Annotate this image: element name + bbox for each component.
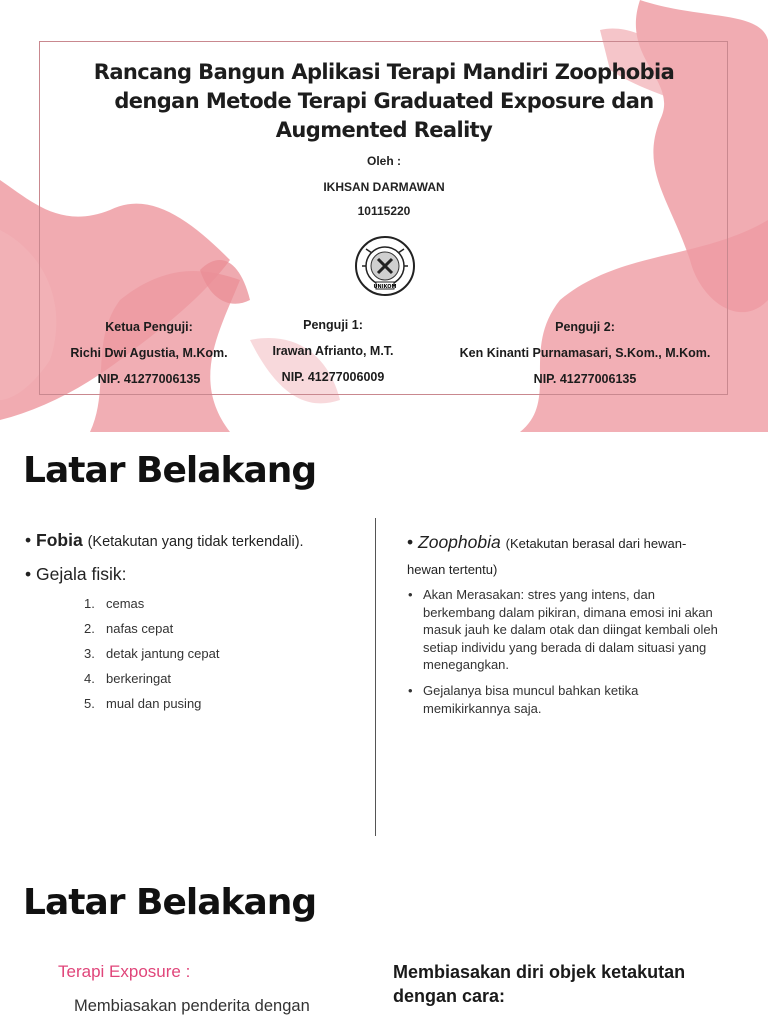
zoophobia-desc-1: (Ketakutan berasal dari hewan- [505,536,687,551]
title-slide [0,0,768,432]
list-item: 2. nafas cepat [84,621,174,636]
fobia-desc: (Ketakutan yang tidak terkendali). [87,534,304,550]
method-title: Membiasakan diri objek ketakutan dengan cara: [393,962,686,1006]
examiner-name: Irawan Afrianto, M.T. [272,344,394,358]
examiner-nip: NIP. 41277006135 [533,372,637,386]
university-logo [354,235,416,297]
bullet-dot: • [407,532,414,552]
examiner-name: Ken Kinanti Purnamasari, S.Kom., M.Kom. [459,346,711,360]
examiner-name: Richi Dwi Agustia, M.Kom. [70,346,228,360]
therapy-title: Terapi Exposure : [58,962,191,981]
bullet-dot: • [25,530,32,550]
zoophobia-desc-2: hewan tertentu) [407,562,498,577]
bullet-dot: • [25,564,32,584]
examiner-chair [54,314,244,392]
symptoms-bullet [25,564,126,585]
examiner-role: Penguji 2: [555,320,615,334]
symptoms-label: Gejala fisik: [36,564,127,584]
therapy-text: Membiasakan penderita dengan [74,997,310,1015]
slide-title: Rancang Bangun Aplikasi Terapi Mandiri Zoophobia dengan Metode Terapi Graduated Exposure dan Augmented Reality [93,60,675,142]
bullet-dot: • [408,587,413,602]
fobia-bullet [25,530,304,551]
examiner-nip: NIP. 41277006009 [281,370,385,384]
by-label: Oleh : [366,154,401,168]
list-item: 1. cemas [84,596,145,611]
bullet-dot: • [408,683,413,698]
background-slide [0,434,768,838]
list-item: 3. detak jantung cepat [84,646,220,661]
logo-label: UNIKOM [373,284,397,290]
slide-heading: Latar Belakang [23,450,317,491]
zoophobia-term: Zoophobia [418,532,501,552]
fobia-term: Fobia [36,530,83,550]
examiner-nip: NIP. 41277006135 [97,372,201,386]
examiner-1 [248,312,418,390]
examiner-2 [440,314,730,392]
list-item: 4. berkeringat [84,671,172,686]
slide-heading: Latar Belakang [23,882,317,923]
student-id: 10115220 [357,204,411,218]
zoophobia-point: • Akan Merasakan: stres yang intens, dan berkembang dalam pikiran, dimana emosi ini akan masuk jauh ke dalam otak dan diingat kembali oleh setiap individu yang berada di dalam situasi yang menegangkan. [408,587,718,672]
zoophobia-point: • Gejalanya bisa muncul bahkan ketika memikirkannya saja. [408,683,639,716]
column-divider [375,518,376,836]
examiner-role: Ketua Penguji: [105,320,193,334]
list-item: 5. mual dan pusing [84,696,202,711]
background-slide-2 [0,840,768,1024]
examiner-role: Penguji 1: [303,318,363,332]
zoophobia-bullet [407,530,747,582]
author-name: IKHSAN DARMAWAN [323,180,445,194]
